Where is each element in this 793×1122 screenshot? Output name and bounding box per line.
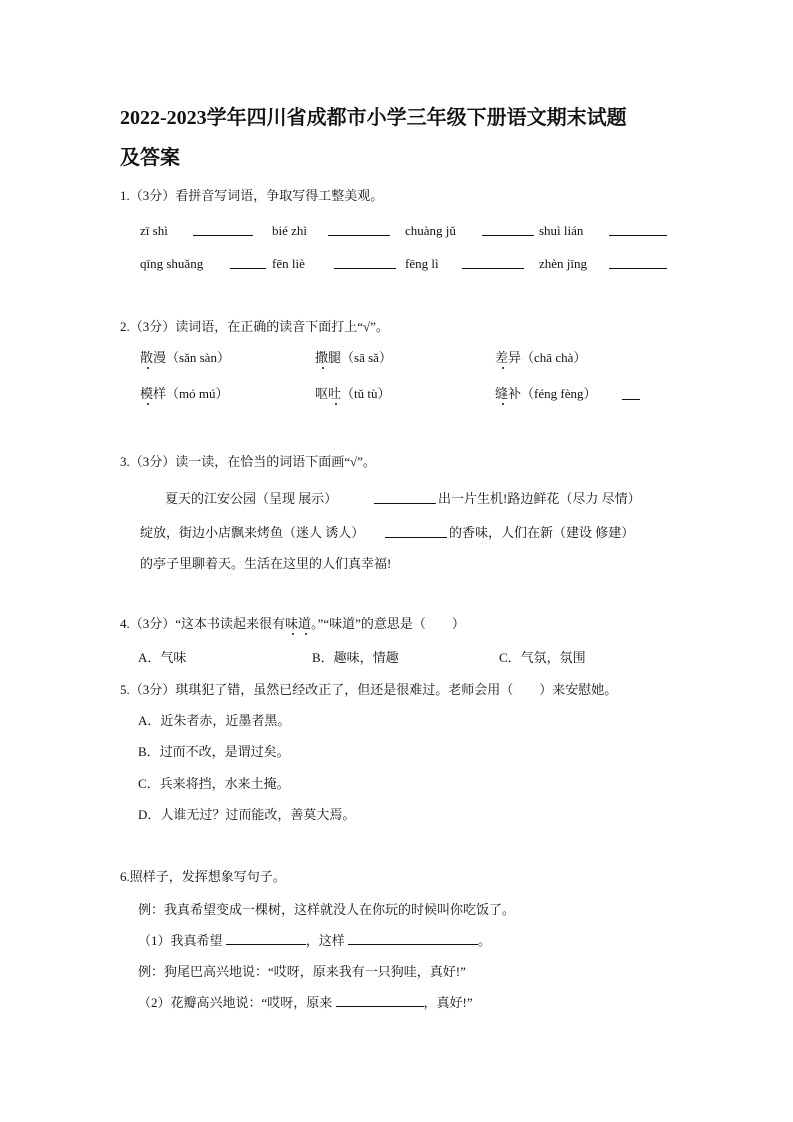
q4-option-a[interactable]: A．气味 xyxy=(138,650,187,665)
text: （1）我真希望 xyxy=(138,933,223,948)
q2-item xyxy=(315,349,392,367)
q5-option-b[interactable]: B．过而不改，是谓过矣。 xyxy=(138,744,290,759)
answer-blank[interactable] xyxy=(336,994,424,1007)
word: 吐 xyxy=(328,386,342,401)
word: 腿 xyxy=(328,350,342,365)
q2-item xyxy=(140,349,230,367)
answer-blank[interactable] xyxy=(328,223,390,236)
q3-text: 的香味，人们在新（建设 修建） xyxy=(449,525,635,540)
document-title-cont: 及答案 xyxy=(120,147,180,169)
q6-example: 例：我真希望变成一棵树，这样就没人在你玩的时候叫你吃饭了。 xyxy=(138,902,516,917)
q3-text: 的亭子里聊着天。生活在这里的人们真幸福! xyxy=(140,556,392,571)
q3-text: 夏天的江安公园（呈现 展示） xyxy=(165,491,338,506)
word: 差 xyxy=(495,350,509,365)
word: 散 xyxy=(140,350,154,365)
q2-stem: 2.（3分）读词语，在正确的读音下面打上“√”。 xyxy=(120,319,389,334)
pinyin: zī shì xyxy=(140,223,168,238)
q4-option-c[interactable]: C．气氛，氛围 xyxy=(499,650,586,665)
answer-blank[interactable] xyxy=(226,932,306,945)
word: 缝 xyxy=(495,386,509,401)
options: （mó mú） xyxy=(166,386,229,401)
answer-blank[interactable] xyxy=(374,491,436,504)
q5-option-d[interactable]: D．人谁无过？过而能改，善莫大焉。 xyxy=(138,807,356,822)
pinyin: shuì lián xyxy=(539,223,584,238)
text: 。 xyxy=(478,933,492,948)
answer-blank[interactable] xyxy=(230,256,266,269)
q6-example: 例：狗尾巴高兴地说：“哎呀，原来我有一只狗哇，真好!” xyxy=(138,964,466,979)
q4-stem-text: 4.（3分）“这本书读起来很有 xyxy=(120,616,286,631)
word: 模 xyxy=(140,386,154,401)
q6-sentence-2 xyxy=(138,994,473,1012)
text: ，这样 xyxy=(305,933,345,948)
pinyin: bié zhì xyxy=(272,223,308,238)
word: 呕 xyxy=(315,386,329,401)
pinyin: qīng shuǎng xyxy=(140,256,204,271)
q5-option-a[interactable]: A．近朱者赤，近墨者黑。 xyxy=(138,713,291,728)
answer-blank[interactable] xyxy=(462,256,524,269)
answer-blank[interactable] xyxy=(609,256,667,269)
pinyin: zhèn jīng xyxy=(539,256,588,271)
word: 漫 xyxy=(153,350,167,365)
pinyin: fēng lì xyxy=(405,256,439,271)
pinyin: chuàng jǔ xyxy=(405,223,456,238)
options: （féng fèng） xyxy=(521,386,597,401)
q2-item xyxy=(495,385,596,403)
text: （2）花瓣高兴地说：“哎呀，原来 xyxy=(138,995,333,1010)
options: （chā chà） xyxy=(521,350,587,365)
q4-stem-text: 。”“味道”的意思是（ ） xyxy=(311,616,465,631)
answer-blank[interactable] xyxy=(482,223,534,236)
word: 异 xyxy=(508,350,522,365)
answer-blank[interactable] xyxy=(609,223,667,236)
document-title: 2022-2023学年四川省成都市小学三年级下册语文期末试题 xyxy=(120,107,627,129)
pinyin: fēn liè xyxy=(272,256,305,271)
q5-option-c[interactable]: C．兵来将挡，水来土掩。 xyxy=(138,776,290,791)
q3-text: 绽放，街边小店飘来烤鱼（迷人 诱人） xyxy=(140,525,365,540)
answer-blank[interactable] xyxy=(193,223,253,236)
q6-stem: 6.照样子，发挥想象写句子。 xyxy=(120,869,286,884)
q2-item xyxy=(495,349,586,367)
q2-item xyxy=(140,385,229,403)
options: （sǎn sàn） xyxy=(166,350,230,365)
word: 样 xyxy=(153,386,167,401)
word: 补 xyxy=(508,386,522,401)
answer-blank[interactable] xyxy=(334,256,396,269)
q3-stem: 3.（3分）读一读，在恰当的词语下面画“√”。 xyxy=(120,454,376,469)
q4-stem xyxy=(120,615,465,633)
q4-option-b[interactable]: B．趣味，情趣 xyxy=(312,650,399,665)
q4-dotted-word: 道 xyxy=(298,616,312,631)
word: 撒 xyxy=(315,350,329,365)
text: ，真好!” xyxy=(423,995,473,1010)
options: （sā sǎ） xyxy=(341,350,392,365)
answer-blank[interactable] xyxy=(348,932,478,945)
q4-dotted-word: 味 xyxy=(285,616,299,631)
answer-blank[interactable] xyxy=(385,525,447,538)
answer-blank[interactable] xyxy=(622,387,640,400)
q6-sentence-1 xyxy=(138,932,491,950)
q2-item xyxy=(315,385,391,403)
options: （tǔ tù） xyxy=(341,386,391,401)
q3-text: 出一片生机!路边鲜花（尽力 尽情） xyxy=(438,491,641,506)
q5-stem: 5.（3分）琪琪犯了错，虽然已经改正了，但还是很难过。老师会用（ ）来安慰她。 xyxy=(120,682,618,697)
q1-stem: 1.（3分）看拼音写词语，争取写得工整美观。 xyxy=(120,188,384,203)
